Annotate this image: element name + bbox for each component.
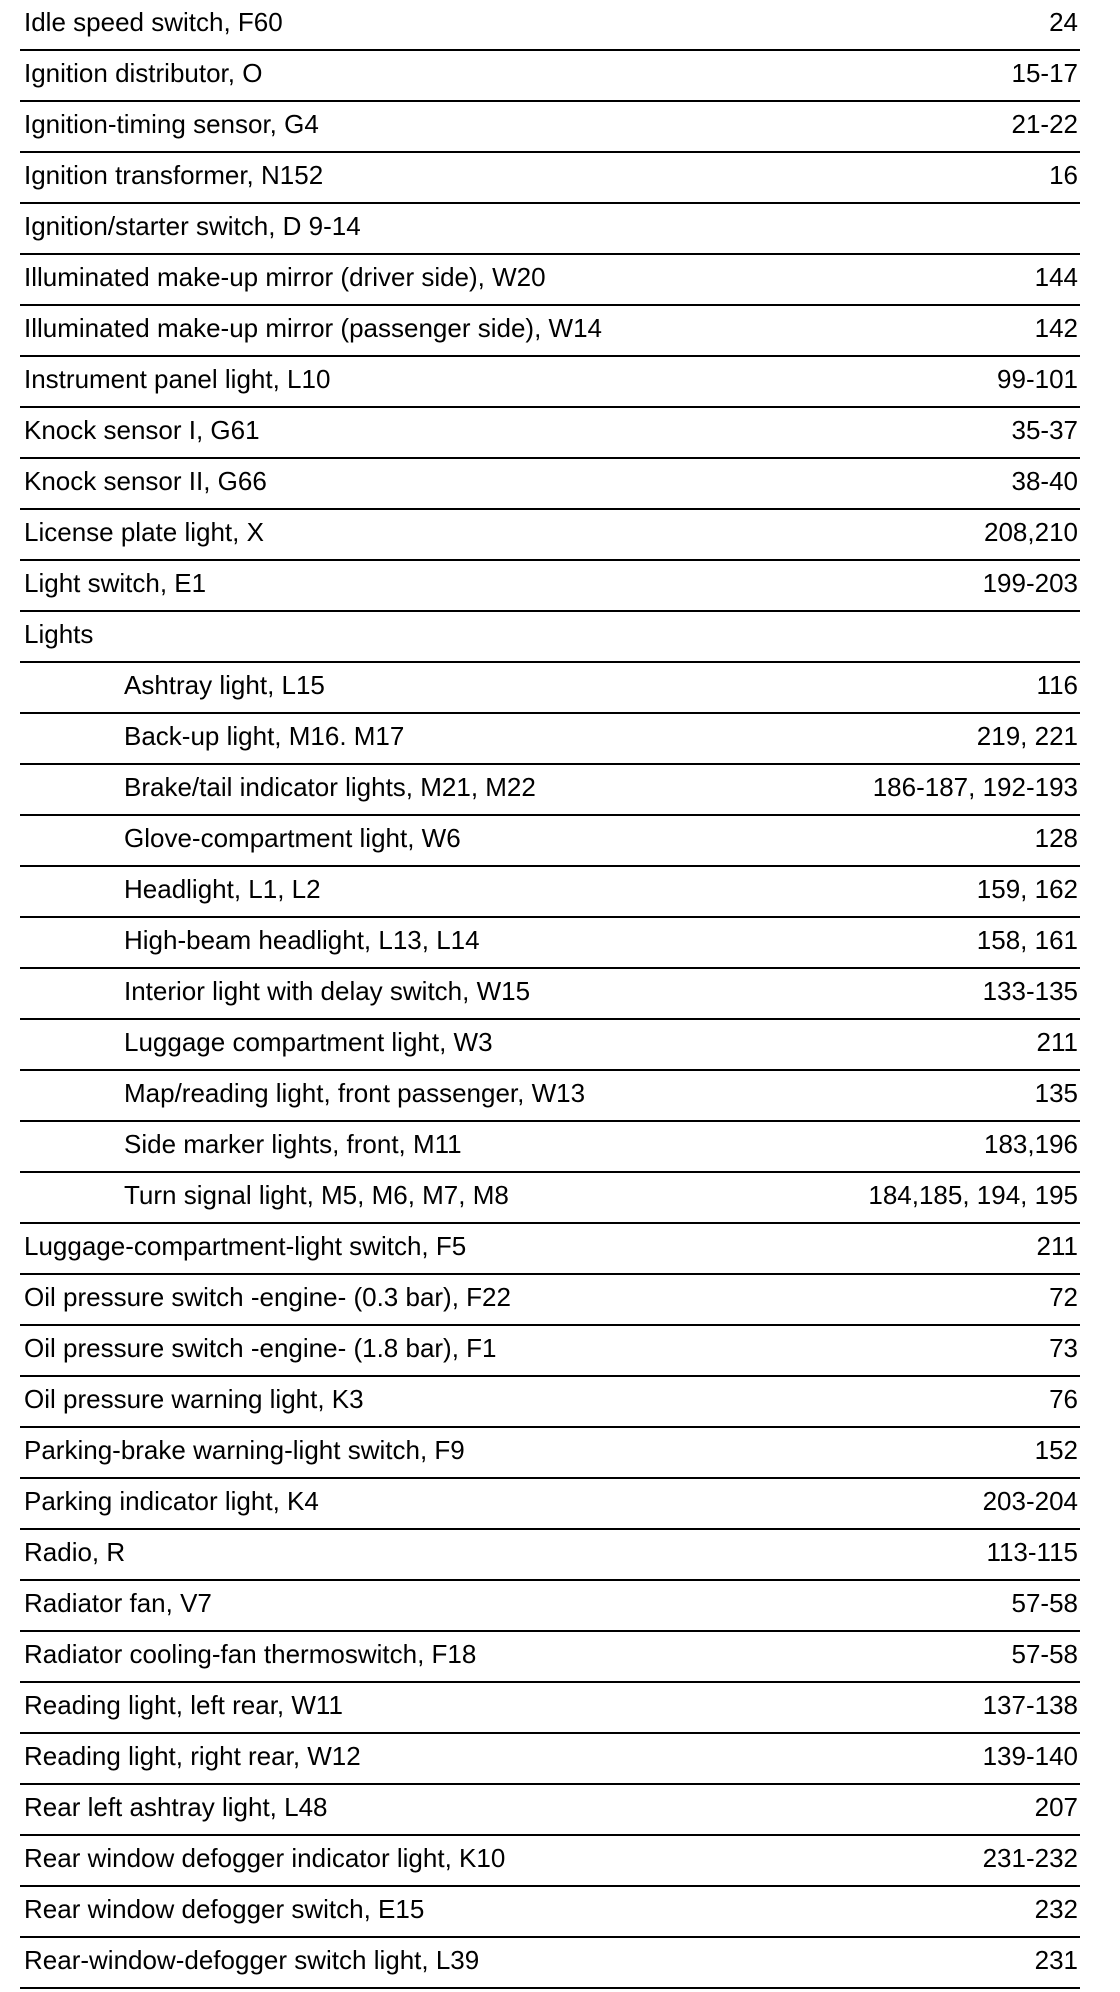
index-entry-row [20, 1887, 1080, 1938]
entry-label: Luggage-compartment-light switch, F5 [24, 1231, 467, 1261]
entry-page-ref: 231-232 [982, 1843, 1078, 1873]
entry-label: Rear-window-defogger switch light, L39 [24, 1945, 480, 1975]
entry-label: Side marker lights, front, M11 [124, 1129, 462, 1159]
entry-page-ref: 57-58 [1011, 1639, 1078, 1669]
entry-page-ref: 159, 162 [976, 874, 1078, 904]
entry-page-ref: 135 [1034, 1078, 1078, 1108]
index-subentry-row [20, 867, 1080, 918]
entry-label: Turn signal light, M5, M6, M7, M8 [124, 1180, 509, 1210]
entry-label: Knock sensor II, G66 [24, 466, 267, 496]
entry-label: Idle speed switch, F60 [24, 7, 283, 37]
entry-page-ref: 76 [1049, 1384, 1078, 1414]
entry-label: Radio, R [24, 1537, 126, 1567]
entry-label: Lights [24, 619, 94, 649]
entry-label: Reading light, left rear, W11 [24, 1690, 343, 1720]
entry-label: Instrument panel light, L10 [24, 364, 331, 394]
index-entry-row [20, 408, 1080, 459]
index-entry-row [20, 1683, 1080, 1734]
entry-page-ref: 186-187, 192-193 [872, 772, 1078, 802]
entry-label: Parking-brake warning-light switch, F9 [24, 1435, 465, 1465]
index-entry-row [20, 1581, 1080, 1632]
entry-page-ref: 199-203 [982, 568, 1078, 598]
index-subentry-row [20, 918, 1080, 969]
index-entry-row [20, 1428, 1080, 1479]
entry-page-ref: 139-140 [982, 1741, 1078, 1771]
index-entry-row [20, 1275, 1080, 1326]
index-subentry-row [20, 714, 1080, 765]
entry-page-ref: 24 [1049, 7, 1078, 37]
index-entry-row [20, 1938, 1080, 1989]
entry-page-ref: 38-40 [1011, 466, 1078, 496]
entry-page-ref: 15-17 [1011, 58, 1078, 88]
entry-page-ref: 219, 221 [976, 721, 1078, 751]
index-entry-row [20, 204, 1080, 255]
index-entry-row [20, 1785, 1080, 1836]
entry-label: Ignition/starter switch, D 9-14 [24, 211, 361, 241]
entry-label: Oil pressure switch -engine- (0.3 bar), F22 [24, 1282, 511, 1312]
entry-label: Oil pressure warning light, K3 [24, 1384, 364, 1414]
entry-page-ref: 35-37 [1011, 415, 1078, 445]
entry-label: Rear window defogger indicator light, K10 [24, 1843, 506, 1873]
index-entry-row [20, 1836, 1080, 1887]
entry-label: Ashtray light, L15 [124, 670, 325, 700]
entry-label: Back-up light, M16. M17 [124, 721, 405, 751]
entry-label: Knock sensor I, G61 [24, 415, 260, 445]
entry-page-ref: 21-22 [1011, 109, 1078, 139]
index-entry-row [20, 510, 1080, 561]
index-entry-row [20, 255, 1080, 306]
entry-label: Ignition transformer, N152 [24, 160, 324, 190]
index-entry-row [20, 1734, 1080, 1785]
entry-page-ref: 232 [1034, 1894, 1078, 1924]
entry-label: Map/reading light, front passenger, W13 [124, 1078, 586, 1108]
entry-page-ref: 57-58 [1011, 1588, 1078, 1618]
index-subentry-row [20, 1173, 1080, 1224]
entry-label: High-beam headlight, L13, L14 [124, 925, 480, 955]
index-entry-row [20, 153, 1080, 204]
entry-label: Illuminated make-up mirror (driver side), W20 [24, 262, 546, 292]
index-subentry-row [20, 1071, 1080, 1122]
entry-page-ref: 184,185, 194, 195 [868, 1180, 1078, 1210]
index-subentry-row [20, 663, 1080, 714]
entry-page-ref: 133-135 [982, 976, 1078, 1006]
entry-page-ref: 152 [1034, 1435, 1078, 1465]
entry-label: License plate light, X [24, 517, 264, 547]
index-entry-row [20, 102, 1080, 153]
index-subentry-row [20, 1020, 1080, 1071]
index-entry-row [20, 1479, 1080, 1530]
index-entry-row [20, 612, 1080, 663]
index-entry-row [20, 306, 1080, 357]
entry-label: Illuminated make-up mirror (passenger side), W14 [24, 313, 602, 343]
index-entry-row [20, 1530, 1080, 1581]
entry-page-ref: 72 [1049, 1282, 1078, 1312]
entry-page-ref: 158, 161 [976, 925, 1078, 955]
entry-label: Radiator fan, V7 [24, 1588, 212, 1618]
entry-label: Rear window defogger switch, E15 [24, 1894, 425, 1924]
entry-label: Brake/tail indicator lights, M21, M22 [124, 772, 536, 802]
entry-page-ref: 183,196 [984, 1129, 1078, 1159]
entry-label: Reading light, right rear, W12 [24, 1741, 361, 1771]
index-subentry-row [20, 816, 1080, 867]
index-entry-row [20, 561, 1080, 612]
entry-page-ref: 16 [1049, 160, 1078, 190]
entry-label: Glove-compartment light, W6 [124, 823, 461, 853]
index-entry-row [20, 1377, 1080, 1428]
entry-label: Rear left ashtray light, L48 [24, 1792, 328, 1822]
entry-page-ref: 203-204 [982, 1486, 1078, 1516]
entry-label: Oil pressure switch -engine- (1.8 bar), F1 [24, 1333, 497, 1363]
entry-page-ref: 231 [1034, 1945, 1078, 1975]
entry-page-ref: 113-115 [986, 1537, 1078, 1567]
entry-label: Radiator cooling-fan thermoswitch, F18 [24, 1639, 477, 1669]
index-entry-row [20, 0, 1080, 51]
entry-page-ref: 128 [1034, 823, 1078, 853]
index-table [20, 0, 1080, 1990]
entry-label: Ignition-timing sensor, G4 [24, 109, 319, 139]
index-subentry-row [20, 969, 1080, 1020]
entry-page-ref: 73 [1049, 1333, 1078, 1363]
entry-page-ref: 211 [1036, 1027, 1078, 1057]
entry-page-ref: 208,210 [984, 517, 1078, 547]
entry-label: Interior light with delay switch, W15 [124, 976, 531, 1006]
entry-label: Light switch, E1 [24, 568, 207, 598]
entry-label: Parking indicator light, K4 [24, 1486, 319, 1516]
index-subentry-row [20, 765, 1080, 816]
entry-label: Headlight, L1, L2 [124, 874, 321, 904]
entry-page-ref: 207 [1034, 1792, 1078, 1822]
entry-page-ref: 99-101 [997, 364, 1078, 394]
entry-page-ref: 137-138 [982, 1690, 1078, 1720]
entry-label: Ignition distributor, O [24, 58, 263, 88]
entry-label: Luggage compartment light, W3 [124, 1027, 493, 1057]
entry-page-ref: 142 [1034, 313, 1078, 343]
entry-page-ref: 116 [1036, 670, 1078, 700]
index-entry-row [20, 459, 1080, 510]
index-subentry-row [20, 1122, 1080, 1173]
index-entry-row [20, 1326, 1080, 1377]
index-entry-row [20, 51, 1080, 102]
index-entry-row [20, 1224, 1080, 1275]
entry-page-ref: 144 [1034, 262, 1078, 292]
index-entry-row [20, 1632, 1080, 1683]
entry-page-ref: 211 [1036, 1231, 1078, 1261]
index-entry-row [20, 357, 1080, 408]
